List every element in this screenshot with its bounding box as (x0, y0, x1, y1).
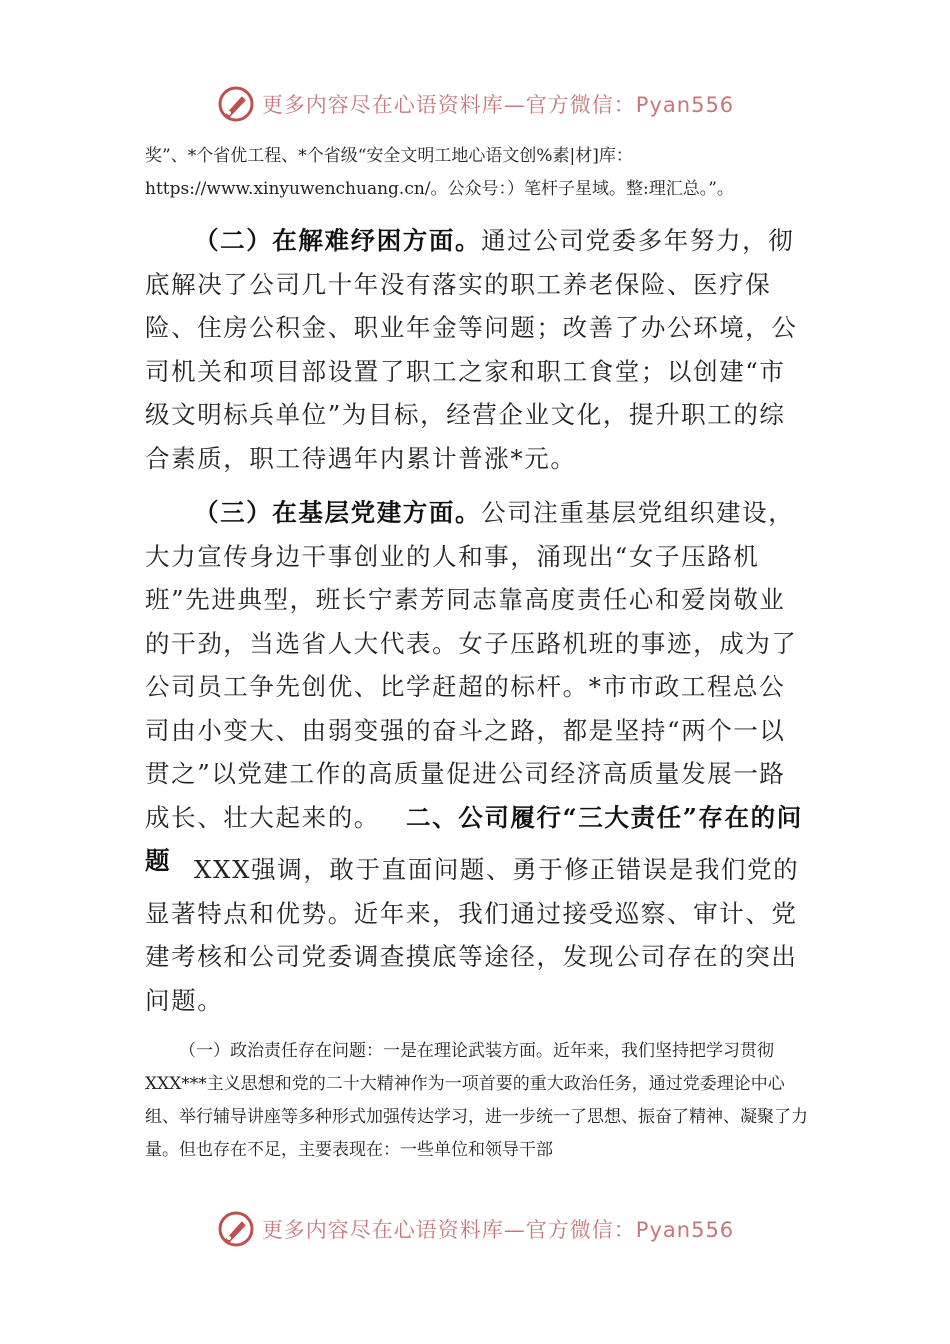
heading-relief: （二）在解难纾困方面。 (194, 226, 482, 255)
banner-text: 更多内容尽在心语资料库—官方微信：Pyan556 (261, 1218, 735, 1242)
pen-logo-icon (216, 1209, 256, 1249)
top-fragment-text: 奖”、*个省优工程、*个省级“安全文明工地心语文创%素|材]库：https://www.xinyuwenchuang.cn/。公众号：）笔杆子星域。整:理汇总。”。 (145, 146, 734, 199)
header-banner (0, 82, 950, 126)
paragraph-grassroots (145, 491, 810, 883)
political-text: （一）政治责任存在问题：一是在理论武装方面。近年来，我们坚持把学习贯彻XXX***主义思想和党的二十大精神作为一项首要的重大政治任务，通过党委理论中心组、举行辅导讲座等多种形式加强传达学习，进一步统一了思想、振奋了精神、凝聚了力量。但也存在不足，主要表现在：一些单位和领导干部 (145, 1041, 808, 1160)
body-grassroots: 公司注重基层党组织建设，大力宣传身边干事创业的人和事，涌现出“女子压路机班”先进典型，班长宁素芳同志靠高度责任心和爱岗敬业的干劲，当选省人大代表。女子压路机班的事迹，成为了公司员工争先创优、比学赶超的标杆。*市市政工程总公司由小变大、由弱变强的奋斗之路，都是坚持“两个一以贯之”以党建工作的高质量促进公司经济高质量发展一路成长、壮大起来的。 (145, 498, 798, 832)
paragraph-intro (145, 848, 810, 1022)
top-fragment (145, 140, 810, 206)
banner-text: 更多内容尽在心语资料库—官方微信：Pyan556 (261, 93, 735, 117)
heading-grassroots: （三）在基层党建方面。 (194, 498, 482, 527)
footer-banner (0, 1207, 950, 1251)
body-relief: 通过公司党委多年努力，彻底解决了公司几十年没有落实的职工养老保险、医疗保险、住房公积金、职业年金等问题；改善了办公环境，公司机关和项目部设置了职工之家和职工食堂；以创建“市级文明标兵单位”为目标，经营企业文化，提升职工的综合素质，职工待遇年内累计普涨*元。 (145, 226, 798, 473)
paragraph-political (145, 1035, 810, 1167)
pen-logo-icon (216, 84, 256, 124)
intro-text: XXX强调，敢于直面问题、勇于修正错误是我们党的显著特点和优势。近年来，我们通过接受巡察、审计、党建考核和公司党委调查摸底等途径，发现公司存在的突出问题。 (145, 855, 800, 1015)
section-heading: 二、公司履行“三大责任”存在的问题 (145, 802, 803, 875)
paragraph-relief (145, 219, 810, 480)
